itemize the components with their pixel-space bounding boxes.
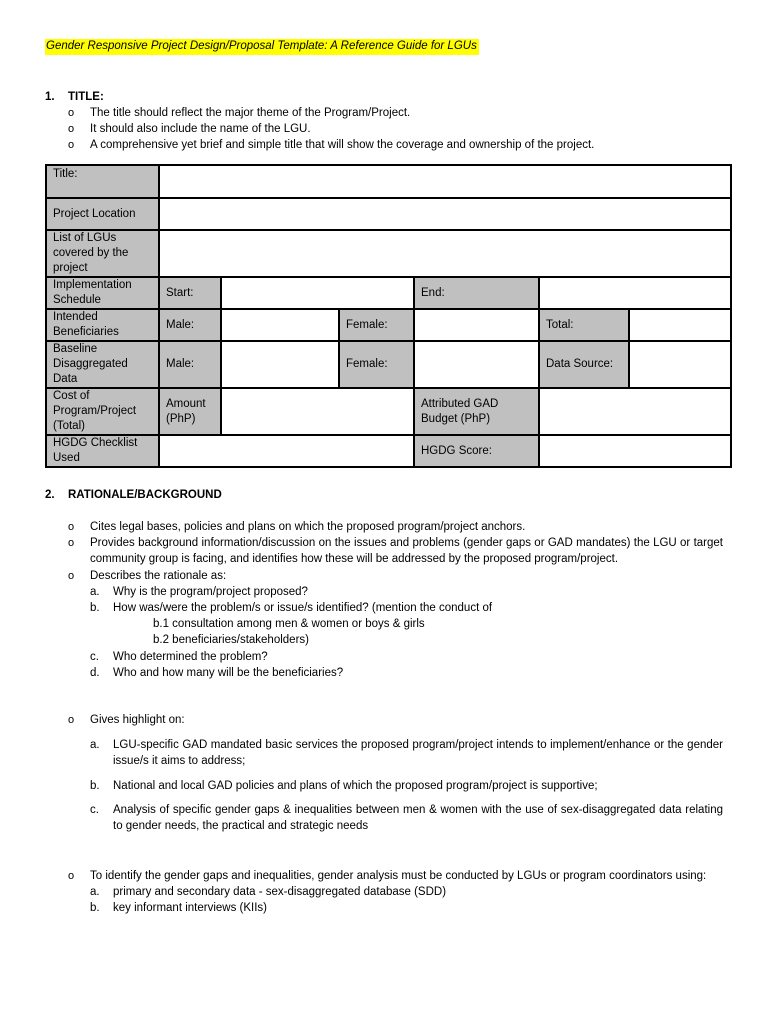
section-2-heading xyxy=(45,488,222,503)
section-2-number: 2. xyxy=(45,489,55,501)
intended-beneficiaries-label: Intended Beneficiaries xyxy=(46,309,159,341)
document-title: Gender Responsive Project Design/Proposal Template: A Reference Guide for LGUs xyxy=(45,39,479,55)
list-item: b. National and local GAD policies and plans of which the proposed program/project is supportive; xyxy=(90,779,598,792)
analysis-list xyxy=(90,884,723,916)
list-of-lgus-field[interactable] xyxy=(159,230,731,277)
section-2-title: RATIONALE/BACKGROUND xyxy=(68,489,222,501)
end-label: End: xyxy=(414,277,539,309)
gad-budget-label: Attributed GAD Budget (PhP) xyxy=(414,388,539,435)
list-of-lgus-label: List of LGUs covered by the project xyxy=(46,230,159,277)
rationale-intro: Describes the rationale as: xyxy=(90,569,227,582)
sub-item-b1: b.1 consultation among men & women or boys & girls xyxy=(153,618,425,631)
list-item: o Provides background information/discussion on the issues and problems (gender gaps or GAD mandates) the LGU or target community group is facing, and identifies how these will be addressed by the proposed program/project. xyxy=(68,535,723,567)
title-label: Title: xyxy=(46,165,159,198)
highlight-bullets xyxy=(68,712,723,834)
project-location-label: Project Location xyxy=(46,198,159,230)
section-1-number: 1. xyxy=(45,91,55,103)
list-item: o Cites legal bases, policies and plans on which the proposed program/project anchors. xyxy=(68,519,723,535)
gad-budget-field[interactable] xyxy=(539,388,731,435)
amount-field[interactable] xyxy=(221,388,414,435)
section-1-heading xyxy=(45,90,104,105)
list-item: a. LGU-specific GAD mandated basic services the proposed program/project intends to implement/enhance or the gender issue/s it aims to address; xyxy=(90,739,723,768)
baseline-female-field[interactable] xyxy=(414,341,539,388)
hgdg-checklist-field[interactable] xyxy=(159,435,414,467)
baseline-male-label: Male: xyxy=(159,341,221,388)
cost-label: Cost of Program/Project (Total) xyxy=(46,388,159,435)
hgdg-score-field[interactable] xyxy=(539,435,731,467)
beneficiaries-female-field[interactable] xyxy=(414,309,539,341)
list-item xyxy=(68,712,723,834)
start-label: Start: xyxy=(159,277,221,309)
beneficiaries-total-label: Total: xyxy=(539,309,629,341)
project-location-field[interactable] xyxy=(159,198,731,230)
title-field[interactable] xyxy=(159,165,731,198)
rationale-list xyxy=(90,584,723,681)
section-2-bullets xyxy=(68,519,723,681)
list-item: o A comprehensive yet brief and simple title that will show the coverage and ownership of the project. xyxy=(68,137,723,153)
implementation-schedule-label: Implementation Schedule xyxy=(46,277,159,309)
list-item: d. Who and how many will be the beneficiaries? xyxy=(90,666,344,679)
data-source-field[interactable] xyxy=(629,341,731,388)
list-item xyxy=(68,868,723,917)
highlight-intro: Gives highlight on: xyxy=(90,714,185,726)
highlight-list xyxy=(90,737,723,834)
data-source-label: Data Source: xyxy=(539,341,629,388)
baseline-male-field[interactable] xyxy=(221,341,339,388)
list-item: c. Who determined the problem? xyxy=(90,650,268,663)
beneficiaries-total-field[interactable] xyxy=(629,309,731,341)
start-field[interactable] xyxy=(221,277,414,309)
list-item: o It should also include the name of the LGU. xyxy=(68,121,723,137)
beneficiaries-male-field[interactable] xyxy=(221,309,339,341)
hgdg-checklist-label: HGDG Checklist Used xyxy=(46,435,159,467)
end-field[interactable] xyxy=(539,277,731,309)
project-info-table xyxy=(45,164,732,468)
section-1-title: TITLE: xyxy=(68,91,104,103)
analysis-bullets xyxy=(68,868,723,917)
section-1-bullets xyxy=(68,105,723,154)
baseline-data-label: Baseline Disaggregated Data xyxy=(46,341,159,388)
list-item: o The title should reflect the major theme of the Program/Project. xyxy=(68,105,723,121)
list-item: b. key informant interviews (KIIs) xyxy=(90,902,268,915)
hgdg-score-label: HGDG Score: xyxy=(414,435,539,467)
list-item xyxy=(68,568,723,681)
list-item: a. Why is the program/project proposed? xyxy=(90,585,308,598)
analysis-intro: To identify the gender gaps and inequalities, gender analysis must be conducted by LGUs or program coordinators using: xyxy=(90,870,707,882)
sub-item-b2: b.2 beneficiaries/stakeholders) xyxy=(153,634,309,647)
amount-label: Amount (PhP) xyxy=(159,388,221,435)
list-item: a. primary and secondary data - sex-disaggregated database (SDD) xyxy=(90,886,447,899)
beneficiaries-female-label: Female: xyxy=(339,309,414,341)
beneficiaries-male-label: Male: xyxy=(159,309,221,341)
list-item: b. How was/were the problem/s or issue/s identified? (mention the conduct of b.1 consultation among men & women or boys & girls b.2 beneficiaries/stakeholders) xyxy=(90,600,723,649)
list-item: c. Analysis of specific gender gaps & inequalities between men & women with the use of sex-disaggregated data relating to gender needs, the practical and strategic needs xyxy=(90,803,723,833)
baseline-female-label: Female: xyxy=(339,341,414,388)
